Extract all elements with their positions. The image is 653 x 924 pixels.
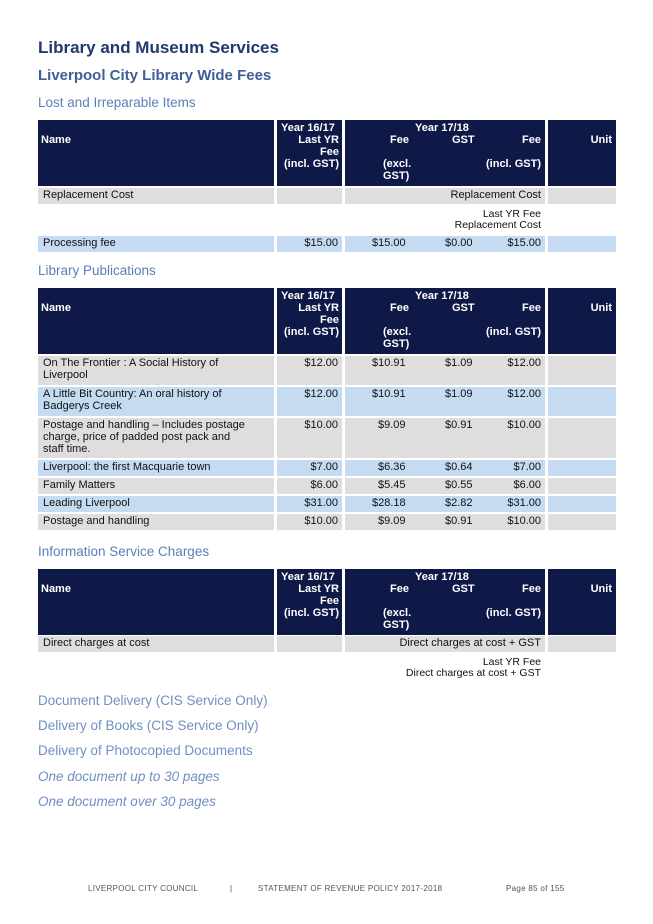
- row-name: Replacement Cost: [43, 189, 134, 201]
- table-row: [38, 460, 616, 476]
- table-header: [38, 120, 616, 186]
- header-year-cur: Year 17/18: [415, 571, 469, 583]
- table-row: [38, 356, 616, 385]
- row-last-fee: $10.00: [304, 419, 338, 431]
- header-current-year-cell: [345, 120, 545, 186]
- row-gst: $1.09: [445, 388, 473, 400]
- row-fee-incl: $10.00: [507, 515, 541, 527]
- row-last-fee: $31.00: [304, 497, 338, 509]
- header-last-year-cell: [277, 120, 342, 186]
- header-last-fee: Fee: [320, 314, 339, 326]
- table-row: [38, 636, 616, 652]
- row-fee-excl: $6.36: [378, 461, 406, 473]
- table-header: [38, 569, 616, 635]
- header-last-fee: Fee: [320, 146, 339, 158]
- row-name: Postage and handling: [43, 515, 150, 527]
- row-name: Processing fee: [43, 237, 116, 249]
- row-fee-incl: $12.00: [507, 388, 541, 400]
- row-fee-excl: $9.09: [378, 515, 406, 527]
- header-year-prev: Year 16/17: [281, 571, 335, 583]
- books-delivery-heading: Delivery of Books (CIS Service Only): [38, 718, 259, 733]
- row-name: A Little Bit Country: An oral history of: [43, 388, 222, 400]
- table-row: [38, 236, 616, 252]
- row-gst: $2.82: [445, 497, 473, 509]
- header-fee-incl: Fee: [522, 302, 541, 314]
- row-gst: $0.64: [445, 461, 473, 473]
- header-name: Name: [41, 134, 71, 146]
- header-year-prev: Year 16/17: [281, 290, 335, 302]
- row-fee-incl: $31.00: [507, 497, 541, 509]
- header-last-yr: Last YR: [298, 583, 339, 595]
- table-row: [38, 418, 616, 458]
- header-incl-gst: (incl. GST): [284, 326, 339, 338]
- header-unit-cell: [548, 288, 616, 354]
- header-year-cur: Year 17/18: [415, 122, 469, 134]
- header-fee-excl: Fee: [390, 583, 409, 595]
- header-incl-gst-cur: (incl. GST): [486, 158, 541, 170]
- up-to-30-heading: One document up to 30 pages: [38, 769, 220, 784]
- header-name-cell: [38, 120, 274, 186]
- header-excl-l2: GST): [383, 170, 410, 182]
- row-last-fee: $6.00: [310, 479, 338, 491]
- header-current-year-cell: [345, 569, 545, 635]
- table-row: [38, 478, 616, 494]
- footer-council: LIVERPOOL CITY COUNCIL: [88, 884, 199, 893]
- row-fee-incl: $15.00: [507, 237, 541, 249]
- row-gst: $0.91: [445, 515, 473, 527]
- header-name: Name: [41, 583, 71, 595]
- row-name-cont: charge, price of padded post pack and: [43, 431, 231, 443]
- header-excl-l1: (excl.: [383, 326, 412, 338]
- publications-table: [38, 288, 616, 536]
- header-gst: GST: [452, 134, 475, 146]
- header-excl-l1: (excl.: [383, 607, 412, 619]
- header-unit-cell: [548, 569, 616, 635]
- header-fee-excl: Fee: [390, 302, 409, 314]
- publications-heading: Library Publications: [38, 263, 156, 278]
- row-fee-incl: $10.00: [507, 419, 541, 431]
- header-incl-gst-cur: (incl. GST): [486, 607, 541, 619]
- header-current-year-cell: [345, 288, 545, 354]
- row-fee-excl: $10.91: [372, 388, 406, 400]
- row-name: Family Matters: [43, 479, 116, 491]
- info-service-heading: Information Service Charges: [38, 544, 210, 559]
- row-fee-incl: $6.00: [513, 479, 541, 491]
- row-fee-incl: $7.00: [513, 461, 541, 473]
- row-fee-excl: $5.45: [378, 479, 406, 491]
- row-last-fee: $10.00: [304, 515, 338, 527]
- row-name-cont: Badgerys Creek: [43, 400, 122, 412]
- row-name-cont: Liverpool: [43, 369, 88, 381]
- header-name: Name: [41, 302, 71, 314]
- row-fee-excl: $28.18: [372, 497, 406, 509]
- table-row: [38, 188, 616, 204]
- row-gst: $0.91: [445, 419, 473, 431]
- subsection-title: Liverpool City Library Wide Fees: [38, 67, 272, 84]
- header-last-year-cell: [277, 288, 342, 354]
- row-fee-excl: $9.09: [378, 419, 406, 431]
- header-fee-incl: Fee: [522, 583, 541, 595]
- header-excl-l2: GST): [383, 338, 410, 350]
- footer-page-number: Page 85 of 155: [506, 884, 565, 893]
- header-name-cell: [38, 288, 274, 354]
- section-title: Library and Museum Services: [38, 38, 279, 57]
- last-yr-fee-value: Direct charges at cost + GST: [405, 667, 541, 679]
- row-name: Leading Liverpool: [43, 497, 130, 509]
- last-yr-fee-label: Last YR Fee: [482, 208, 541, 220]
- header-incl-gst: (incl. GST): [284, 607, 339, 619]
- header-unit-cell: [548, 120, 616, 186]
- row-gst: $1.09: [445, 357, 473, 369]
- row-fee-excl: $10.91: [372, 357, 406, 369]
- over-30-heading: One document over 30 pages: [38, 794, 216, 809]
- table-header: [38, 288, 616, 354]
- header-gst: GST: [452, 302, 475, 314]
- row-last-fee: $15.00: [304, 237, 338, 249]
- table-row: [38, 496, 616, 512]
- row-value: Direct charges at cost + GST: [399, 637, 541, 649]
- last-yr-fee-value: Replacement Cost: [454, 219, 541, 231]
- header-incl-gst-cur: (incl. GST): [486, 326, 541, 338]
- header-unit: Unit: [590, 302, 612, 314]
- header-year-prev: Year 16/17: [281, 122, 335, 134]
- row-value: Replacement Cost: [450, 189, 541, 201]
- header-last-yr: Last YR: [298, 302, 339, 314]
- row-name: Postage and handling – Includes postage: [43, 419, 245, 431]
- row-fee-incl: $12.00: [507, 357, 541, 369]
- header-last-fee: Fee: [320, 595, 339, 607]
- header-gst: GST: [452, 583, 475, 595]
- row-name: Direct charges at cost: [43, 637, 150, 649]
- table-row: [38, 387, 616, 416]
- footer-separator: |: [230, 884, 233, 893]
- row-last-fee: $12.00: [304, 388, 338, 400]
- footer-statement: STATEMENT OF REVENUE POLICY 2017-2018: [258, 884, 443, 893]
- header-last-yr: Last YR: [298, 134, 339, 146]
- lost-items-table: [38, 120, 616, 256]
- row-name: Liverpool: the first Macquarie town: [43, 461, 211, 473]
- header-excl-l1: (excl.: [383, 158, 412, 170]
- header-year-cur: Year 17/18: [415, 290, 469, 302]
- row-gst: $0.00: [445, 237, 473, 249]
- info-service-table: [38, 569, 616, 685]
- row-last-fee: $7.00: [310, 461, 338, 473]
- header-fee-incl: Fee: [522, 134, 541, 146]
- last-yr-fee-label: Last YR Fee: [482, 656, 541, 668]
- header-fee-excl: Fee: [390, 134, 409, 146]
- header-incl-gst: (incl. GST): [284, 158, 339, 170]
- header-excl-l2: GST): [383, 619, 410, 631]
- header-unit: Unit: [590, 134, 612, 146]
- table-row: [38, 514, 616, 530]
- photocopied-heading: Delivery of Photocopied Documents: [38, 743, 253, 758]
- row-gst: $0.55: [445, 479, 473, 491]
- doc-delivery-heading: Document Delivery (CIS Service Only): [38, 693, 268, 708]
- header-unit: Unit: [590, 583, 612, 595]
- header-name-cell: [38, 569, 274, 635]
- row-name: On The Frontier : A Social History of: [43, 357, 219, 369]
- header-last-year-cell: [277, 569, 342, 635]
- row-fee-excl: $15.00: [372, 237, 406, 249]
- row-name-cont: staff time.: [43, 443, 91, 455]
- lost-items-heading: Lost and Irreparable Items: [38, 95, 196, 110]
- row-last-fee: $12.00: [304, 357, 338, 369]
